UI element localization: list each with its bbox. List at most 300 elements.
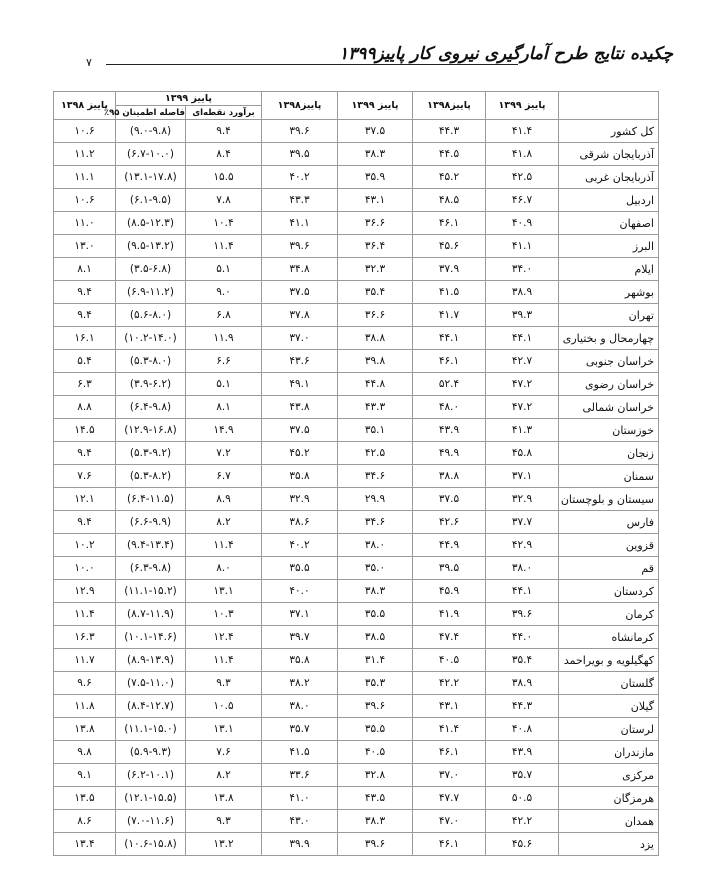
cell-point-estimate: ۱۳.۲ — [186, 833, 262, 856]
cell-col-2: ۴۷.۷ — [413, 787, 486, 810]
cell-col-2: ۴۴.۵ — [413, 143, 486, 166]
cell-col-2: ۴۲.۶ — [413, 511, 486, 534]
province-cell: مازندران — [559, 741, 659, 764]
province-cell: تهران — [559, 304, 659, 327]
cell-confidence-interval: (۶.۷-۱۰.۰) — [116, 143, 186, 166]
cell-col-3: ۳۵.۳ — [338, 672, 413, 695]
table-header-row — [54, 92, 659, 106]
header-col-1: پاییز ۱۳۹۹ — [486, 92, 559, 120]
cell-col-last: ۱۱.۲ — [54, 143, 116, 166]
cell-confidence-interval: (۷.۵-۱۱.۰) — [116, 672, 186, 695]
cell-confidence-interval: (۱۰.۲-۱۴.۰) — [116, 327, 186, 350]
cell-col-last: ۱۰.۶ — [54, 120, 116, 143]
cell-col-4: ۴۹.۱ — [262, 373, 338, 396]
cell-col-last: ۹.۴ — [54, 304, 116, 327]
cell-confidence-interval: (۶.۶-۹.۹) — [116, 511, 186, 534]
cell-point-estimate: ۸.۱ — [186, 396, 262, 419]
cell-col-1: ۳۷.۷ — [486, 511, 559, 534]
cell-col-1: ۳۴.۰ — [486, 258, 559, 281]
cell-confidence-interval: (۸.۹-۱۳.۹) — [116, 649, 186, 672]
cell-col-4: ۳۷.۵ — [262, 419, 338, 442]
cell-col-1: ۴۲.۵ — [486, 166, 559, 189]
cell-col-2: ۳۷.۹ — [413, 258, 486, 281]
cell-point-estimate: ۱۰.۴ — [186, 212, 262, 235]
table-row — [54, 396, 659, 419]
cell-col-1: ۳۹.۶ — [486, 603, 559, 626]
table-row — [54, 442, 659, 465]
cell-col-1: ۳۹.۳ — [486, 304, 559, 327]
cell-col-1: ۴۲.۷ — [486, 350, 559, 373]
cell-col-3: ۳۵.۵ — [338, 718, 413, 741]
cell-col-2: ۴۵.۹ — [413, 580, 486, 603]
cell-col-4: ۳۸.۰ — [262, 695, 338, 718]
cell-col-4: ۴۰.۲ — [262, 534, 338, 557]
cell-point-estimate: ۱۳.۱ — [186, 580, 262, 603]
table-row — [54, 120, 659, 143]
cell-col-1: ۳۷.۱ — [486, 465, 559, 488]
cell-col-1: ۴۲.۲ — [486, 810, 559, 833]
cell-col-last: ۱۴.۵ — [54, 419, 116, 442]
cell-col-4: ۳۹.۶ — [262, 120, 338, 143]
cell-col-4: ۳۹.۷ — [262, 626, 338, 649]
province-cell: خوزستان — [559, 419, 659, 442]
cell-col-last: ۹.۱ — [54, 764, 116, 787]
table-row — [54, 810, 659, 833]
cell-col-2: ۴۴.۳ — [413, 120, 486, 143]
cell-point-estimate: ۸.۴ — [186, 143, 262, 166]
cell-col-3: ۳۸.۳ — [338, 580, 413, 603]
cell-point-estimate: ۱۳.۱ — [186, 718, 262, 741]
table-row — [54, 649, 659, 672]
cell-point-estimate: ۱۱.۴ — [186, 534, 262, 557]
province-cell: بوشهر — [559, 281, 659, 304]
cell-confidence-interval: (۹.۰-۹.۸) — [116, 120, 186, 143]
cell-col-3: ۴۳.۵ — [338, 787, 413, 810]
table-row — [54, 212, 659, 235]
cell-col-last: ۱۲.۱ — [54, 488, 116, 511]
cell-col-last: ۸.۱ — [54, 258, 116, 281]
cell-point-estimate: ۱۰.۳ — [186, 603, 262, 626]
cell-col-1: ۴۷.۲ — [486, 373, 559, 396]
cell-col-3: ۳۱.۴ — [338, 649, 413, 672]
cell-point-estimate: ۱۳.۸ — [186, 787, 262, 810]
table-row — [54, 580, 659, 603]
cell-col-last: ۱۲.۹ — [54, 580, 116, 603]
province-cell: کل کشور — [559, 120, 659, 143]
cell-col-2: ۴۵.۶ — [413, 235, 486, 258]
province-cell: گلستان — [559, 672, 659, 695]
data-table — [53, 91, 659, 856]
table-row — [54, 419, 659, 442]
province-cell: اصفهان — [559, 212, 659, 235]
cell-point-estimate: ۸.۲ — [186, 764, 262, 787]
table-row — [54, 304, 659, 327]
cell-col-2: ۴۸.۰ — [413, 396, 486, 419]
cell-col-2: ۴۷.۴ — [413, 626, 486, 649]
cell-confidence-interval: (۱۱.۱-۱۵.۰) — [116, 718, 186, 741]
table-row — [54, 327, 659, 350]
province-cell: یزد — [559, 833, 659, 856]
cell-point-estimate: ۹.۰ — [186, 281, 262, 304]
cell-col-4: ۴۱.۱ — [262, 212, 338, 235]
cell-col-4: ۳۵.۸ — [262, 649, 338, 672]
cell-col-2: ۵۲.۴ — [413, 373, 486, 396]
header-point-estimate: برآورد نقطه‌ای — [186, 106, 262, 120]
header-col-3: پاییز ۱۳۹۹ — [338, 92, 413, 120]
cell-col-1: ۴۴.۱ — [486, 327, 559, 350]
cell-confidence-interval: (۱۰.۶-۱۵.۸) — [116, 833, 186, 856]
cell-col-4: ۴۳.۰ — [262, 810, 338, 833]
header-confidence-interval: فاصله اطمینان ۹۵٪ — [103, 107, 185, 118]
cell-col-last: ۱۰.۲ — [54, 534, 116, 557]
cell-confidence-interval: (۷.۰-۱۱.۶) — [116, 810, 186, 833]
cell-col-1: ۳۸.۹ — [486, 672, 559, 695]
cell-col-2: ۴۳.۱ — [413, 695, 486, 718]
cell-col-3: ۳۸.۳ — [338, 143, 413, 166]
table-row — [54, 235, 659, 258]
cell-col-3: ۳۶.۴ — [338, 235, 413, 258]
cell-col-3: ۳۶.۶ — [338, 304, 413, 327]
cell-col-4: ۳۹.۹ — [262, 833, 338, 856]
cell-col-3: ۳۵.۹ — [338, 166, 413, 189]
cell-col-4: ۳۸.۶ — [262, 511, 338, 534]
cell-confidence-interval: (۱۲.۹-۱۶.۸) — [116, 419, 186, 442]
province-cell: آذربایجان شرقی — [559, 143, 659, 166]
table-row — [54, 534, 659, 557]
cell-col-2: ۴۶.۱ — [413, 741, 486, 764]
province-cell: کرمان — [559, 603, 659, 626]
cell-col-4: ۴۰.۰ — [262, 580, 338, 603]
cell-col-3: ۳۸.۳ — [338, 810, 413, 833]
cell-col-3: ۳۸.۵ — [338, 626, 413, 649]
cell-confidence-interval: (۱۲.۱-۱۵.۵) — [116, 787, 186, 810]
cell-col-3: ۴۰.۵ — [338, 741, 413, 764]
cell-col-4: ۳۵.۷ — [262, 718, 338, 741]
province-cell: گیلان — [559, 695, 659, 718]
cell-col-last: ۱۱.۷ — [54, 649, 116, 672]
cell-col-3: ۳۹.۸ — [338, 350, 413, 373]
cell-confidence-interval: (۶.۹-۱۱.۲) — [116, 281, 186, 304]
cell-col-last: ۹.۸ — [54, 741, 116, 764]
cell-col-4: ۳۸.۲ — [262, 672, 338, 695]
cell-col-1: ۴۶.۷ — [486, 189, 559, 212]
cell-col-3: ۳۵.۵ — [338, 603, 413, 626]
cell-col-2: ۴۶.۱ — [413, 350, 486, 373]
province-cell: ایلام — [559, 258, 659, 281]
cell-col-1: ۴۴.۰ — [486, 626, 559, 649]
cell-col-1: ۳۵.۴ — [486, 649, 559, 672]
cell-confidence-interval: (۵.۹-۹.۳) — [116, 741, 186, 764]
province-cell: چهارمحال و بختیاری — [559, 327, 659, 350]
province-cell: البرز — [559, 235, 659, 258]
cell-col-2: ۴۷.۰ — [413, 810, 486, 833]
cell-confidence-interval: (۸.۷-۱۱.۹) — [116, 603, 186, 626]
cell-col-4: ۳۴.۸ — [262, 258, 338, 281]
cell-confidence-interval: (۵.۳-۹.۲) — [116, 442, 186, 465]
cell-confidence-interval: (۶.۱-۹.۵) — [116, 189, 186, 212]
cell-col-4: ۴۳.۶ — [262, 350, 338, 373]
table-row — [54, 258, 659, 281]
cell-col-3: ۴۳.۳ — [338, 396, 413, 419]
cell-col-4: ۴۳.۸ — [262, 396, 338, 419]
cell-point-estimate: ۷.۸ — [186, 189, 262, 212]
cell-col-1: ۴۵.۶ — [486, 833, 559, 856]
cell-col-last: ۸.۶ — [54, 810, 116, 833]
cell-col-4: ۳۷.۰ — [262, 327, 338, 350]
cell-col-1: ۴۱.۱ — [486, 235, 559, 258]
cell-col-last: ۷.۶ — [54, 465, 116, 488]
cell-col-last: ۱۱.۴ — [54, 603, 116, 626]
table-row — [54, 695, 659, 718]
page-number: ۷ — [86, 56, 92, 69]
cell-col-4: ۴۳.۳ — [262, 189, 338, 212]
cell-col-4: ۳۲.۹ — [262, 488, 338, 511]
table-row — [54, 764, 659, 787]
cell-col-1: ۳۲.۹ — [486, 488, 559, 511]
cell-col-3: ۲۹.۹ — [338, 488, 413, 511]
cell-col-last: ۱۰.۰ — [54, 557, 116, 580]
cell-point-estimate: ۶.۶ — [186, 350, 262, 373]
cell-col-4: ۳۳.۶ — [262, 764, 338, 787]
cell-col-1: ۴۱.۴ — [486, 120, 559, 143]
table-row — [54, 626, 659, 649]
cell-col-last: ۱۳.۴ — [54, 833, 116, 856]
header-province — [559, 92, 659, 120]
table-row — [54, 741, 659, 764]
cell-col-3: ۳۵.۴ — [338, 281, 413, 304]
cell-confidence-interval: (۵.۶-۸.۰) — [116, 304, 186, 327]
cell-col-1: ۴۵.۸ — [486, 442, 559, 465]
cell-col-2: ۴۹.۹ — [413, 442, 486, 465]
cell-col-1: ۴۷.۲ — [486, 396, 559, 419]
cell-col-2: ۴۲.۲ — [413, 672, 486, 695]
province-cell: همدان — [559, 810, 659, 833]
cell-col-last: ۶.۳ — [54, 373, 116, 396]
cell-confidence-interval: (۸.۴-۱۲.۷) — [116, 695, 186, 718]
cell-confidence-interval: (۹.۵-۱۳.۲) — [116, 235, 186, 258]
cell-confidence-interval: (۵.۳-۸.۰) — [116, 350, 186, 373]
table-row — [54, 189, 659, 212]
province-cell: مرکزی — [559, 764, 659, 787]
table-body — [54, 120, 659, 856]
cell-col-last: ۱۱.۰ — [54, 212, 116, 235]
cell-col-3: ۳۲.۸ — [338, 764, 413, 787]
cell-col-2: ۴۶.۱ — [413, 212, 486, 235]
cell-col-1: ۴۴.۳ — [486, 695, 559, 718]
cell-col-3: ۳۲.۳ — [338, 258, 413, 281]
cell-point-estimate: ۱۲.۴ — [186, 626, 262, 649]
cell-col-4: ۳۷.۸ — [262, 304, 338, 327]
cell-col-2: ۴۰.۵ — [413, 649, 486, 672]
page-header — [56, 44, 673, 80]
table-row — [54, 488, 659, 511]
cell-col-last: ۱۳.۰ — [54, 235, 116, 258]
header-col-2: پاییز۱۳۹۸ — [413, 92, 486, 120]
cell-point-estimate: ۸.۹ — [186, 488, 262, 511]
cell-col-3: ۴۲.۵ — [338, 442, 413, 465]
cell-col-2: ۴۱.۵ — [413, 281, 486, 304]
cell-col-3: ۳۵.۱ — [338, 419, 413, 442]
cell-col-1: ۴۱.۸ — [486, 143, 559, 166]
cell-col-last: ۵.۴ — [54, 350, 116, 373]
cell-point-estimate: ۹.۳ — [186, 810, 262, 833]
cell-col-4: ۳۹.۶ — [262, 235, 338, 258]
table-row — [54, 511, 659, 534]
cell-confidence-interval: (۶.۳-۹.۸) — [116, 557, 186, 580]
header-group-1399: پاییز ۱۳۹۹ — [116, 92, 262, 106]
province-cell: فارس — [559, 511, 659, 534]
cell-point-estimate: ۸.۰ — [186, 557, 262, 580]
province-cell: سیستان و بلوچستان — [559, 488, 659, 511]
table-row — [54, 373, 659, 396]
cell-col-last: ۱۶.۱ — [54, 327, 116, 350]
province-cell: خراسان رضوی — [559, 373, 659, 396]
header-col-last: پاییز ۱۳۹۸ — [54, 92, 116, 120]
cell-col-last: ۹.۴ — [54, 281, 116, 304]
table-row — [54, 465, 659, 488]
table-row — [54, 143, 659, 166]
cell-col-3: ۳۹.۶ — [338, 833, 413, 856]
cell-col-4: ۳۵.۵ — [262, 557, 338, 580]
cell-col-2: ۴۴.۱ — [413, 327, 486, 350]
cell-point-estimate: ۹.۴ — [186, 120, 262, 143]
cell-point-estimate: ۷.۲ — [186, 442, 262, 465]
province-cell: سمنان — [559, 465, 659, 488]
cell-point-estimate: ۱۵.۵ — [186, 166, 262, 189]
province-cell: کردستان — [559, 580, 659, 603]
cell-confidence-interval: (۱۳.۱-۱۷.۸) — [116, 166, 186, 189]
cell-col-2: ۳۸.۸ — [413, 465, 486, 488]
cell-col-4: ۳۹.۵ — [262, 143, 338, 166]
cell-col-last: ۹.۴ — [54, 511, 116, 534]
province-cell: زنجان — [559, 442, 659, 465]
table-row — [54, 557, 659, 580]
cell-col-last: ۱۱.۱ — [54, 166, 116, 189]
cell-confidence-interval: (۱۰.۱-۱۴.۶) — [116, 626, 186, 649]
cell-col-last: ۱۳.۵ — [54, 787, 116, 810]
cell-col-3: ۴۳.۱ — [338, 189, 413, 212]
cell-point-estimate: ۸.۲ — [186, 511, 262, 534]
cell-col-2: ۴۸.۵ — [413, 189, 486, 212]
cell-col-4: ۳۵.۸ — [262, 465, 338, 488]
cell-col-2: ۳۹.۵ — [413, 557, 486, 580]
table-row — [54, 833, 659, 856]
cell-confidence-interval: (۱۱.۱-۱۵.۲) — [116, 580, 186, 603]
cell-col-2: ۴۳.۹ — [413, 419, 486, 442]
cell-confidence-interval: (۳.۵-۶.۸) — [116, 258, 186, 281]
province-cell: اردبیل — [559, 189, 659, 212]
cell-col-last: ۱۱.۸ — [54, 695, 116, 718]
cell-col-1: ۴۲.۹ — [486, 534, 559, 557]
cell-point-estimate: ۱۰.۵ — [186, 695, 262, 718]
cell-col-3: ۳۷.۵ — [338, 120, 413, 143]
cell-col-1: ۴۴.۱ — [486, 580, 559, 603]
cell-col-1: ۴۰.۸ — [486, 718, 559, 741]
cell-point-estimate: ۱۱.۴ — [186, 649, 262, 672]
cell-col-last: ۱۳.۸ — [54, 718, 116, 741]
cell-col-4: ۴۰.۲ — [262, 166, 338, 189]
page-title: چکیده نتایج طرح آمارگیری نیروی کار پاییز۱۳۹۹ — [338, 44, 673, 64]
province-cell: قزوین — [559, 534, 659, 557]
province-cell: خراسان جنوبی — [559, 350, 659, 373]
province-cell: آذربایجان غربی — [559, 166, 659, 189]
table-row — [54, 672, 659, 695]
cell-col-2: ۴۴.۹ — [413, 534, 486, 557]
cell-col-4: ۳۷.۵ — [262, 281, 338, 304]
cell-col-1: ۵۰.۵ — [486, 787, 559, 810]
cell-col-1: ۴۱.۳ — [486, 419, 559, 442]
cell-point-estimate: ۶.۸ — [186, 304, 262, 327]
cell-confidence-interval: (۸.۵-۱۲.۳) — [116, 212, 186, 235]
province-cell: هرمزگان — [559, 787, 659, 810]
cell-confidence-interval: (۳.۹-۶.۲) — [116, 373, 186, 396]
cell-col-last: ۱۶.۳ — [54, 626, 116, 649]
header-col-4: پاییز۱۳۹۸ — [262, 92, 338, 120]
cell-col-last: ۱۰.۶ — [54, 189, 116, 212]
cell-col-3: ۳۹.۶ — [338, 695, 413, 718]
cell-col-4: ۴۵.۲ — [262, 442, 338, 465]
province-cell: لرستان — [559, 718, 659, 741]
cell-col-3: ۳۸.۰ — [338, 534, 413, 557]
table-row — [54, 281, 659, 304]
cell-col-2: ۴۶.۱ — [413, 833, 486, 856]
cell-col-last: ۹.۴ — [54, 442, 116, 465]
cell-confidence-interval: (۵.۳-۸.۲) — [116, 465, 186, 488]
cell-col-last: ۹.۶ — [54, 672, 116, 695]
cell-col-3: ۳۵.۰ — [338, 557, 413, 580]
table-row — [54, 350, 659, 373]
cell-col-last: ۸.۸ — [54, 396, 116, 419]
cell-point-estimate: ۱۱.۹ — [186, 327, 262, 350]
cell-col-3: ۳۸.۸ — [338, 327, 413, 350]
cell-confidence-interval: (۶.۴-۹.۸) — [116, 396, 186, 419]
cell-col-1: ۳۸.۹ — [486, 281, 559, 304]
cell-point-estimate: ۱۴.۹ — [186, 419, 262, 442]
province-cell: قم — [559, 557, 659, 580]
province-cell: کهگیلویه و بویراحمد — [559, 649, 659, 672]
cell-confidence-interval: (۹.۴-۱۳.۴) — [116, 534, 186, 557]
cell-col-2: ۳۷.۵ — [413, 488, 486, 511]
cell-point-estimate: ۵.۱ — [186, 373, 262, 396]
province-cell: خراسان شمالی — [559, 396, 659, 419]
cell-confidence-interval: (۶.۴-۱۱.۵) — [116, 488, 186, 511]
cell-point-estimate: ۱۱.۴ — [186, 235, 262, 258]
cell-col-3: ۳۶.۶ — [338, 212, 413, 235]
cell-col-2: ۳۷.۰ — [413, 764, 486, 787]
table-row — [54, 787, 659, 810]
cell-col-1: ۳۸.۰ — [486, 557, 559, 580]
table-row — [54, 718, 659, 741]
cell-col-2: ۴۱.۷ — [413, 304, 486, 327]
table-row — [54, 166, 659, 189]
cell-col-3: ۳۴.۶ — [338, 465, 413, 488]
table-row — [54, 603, 659, 626]
province-cell: کرمانشاه — [559, 626, 659, 649]
cell-col-3: ۴۴.۸ — [338, 373, 413, 396]
cell-col-1: ۳۵.۷ — [486, 764, 559, 787]
cell-col-2: ۴۱.۴ — [413, 718, 486, 741]
cell-point-estimate: ۵.۱ — [186, 258, 262, 281]
cell-col-4: ۴۱.۰ — [262, 787, 338, 810]
cell-point-estimate: ۶.۷ — [186, 465, 262, 488]
cell-col-1: ۴۳.۹ — [486, 741, 559, 764]
header-rule — [106, 64, 518, 65]
cell-col-4: ۳۷.۱ — [262, 603, 338, 626]
cell-point-estimate: ۹.۳ — [186, 672, 262, 695]
cell-col-2: ۴۵.۲ — [413, 166, 486, 189]
cell-col-1: ۴۰.۹ — [486, 212, 559, 235]
cell-point-estimate: ۷.۶ — [186, 741, 262, 764]
